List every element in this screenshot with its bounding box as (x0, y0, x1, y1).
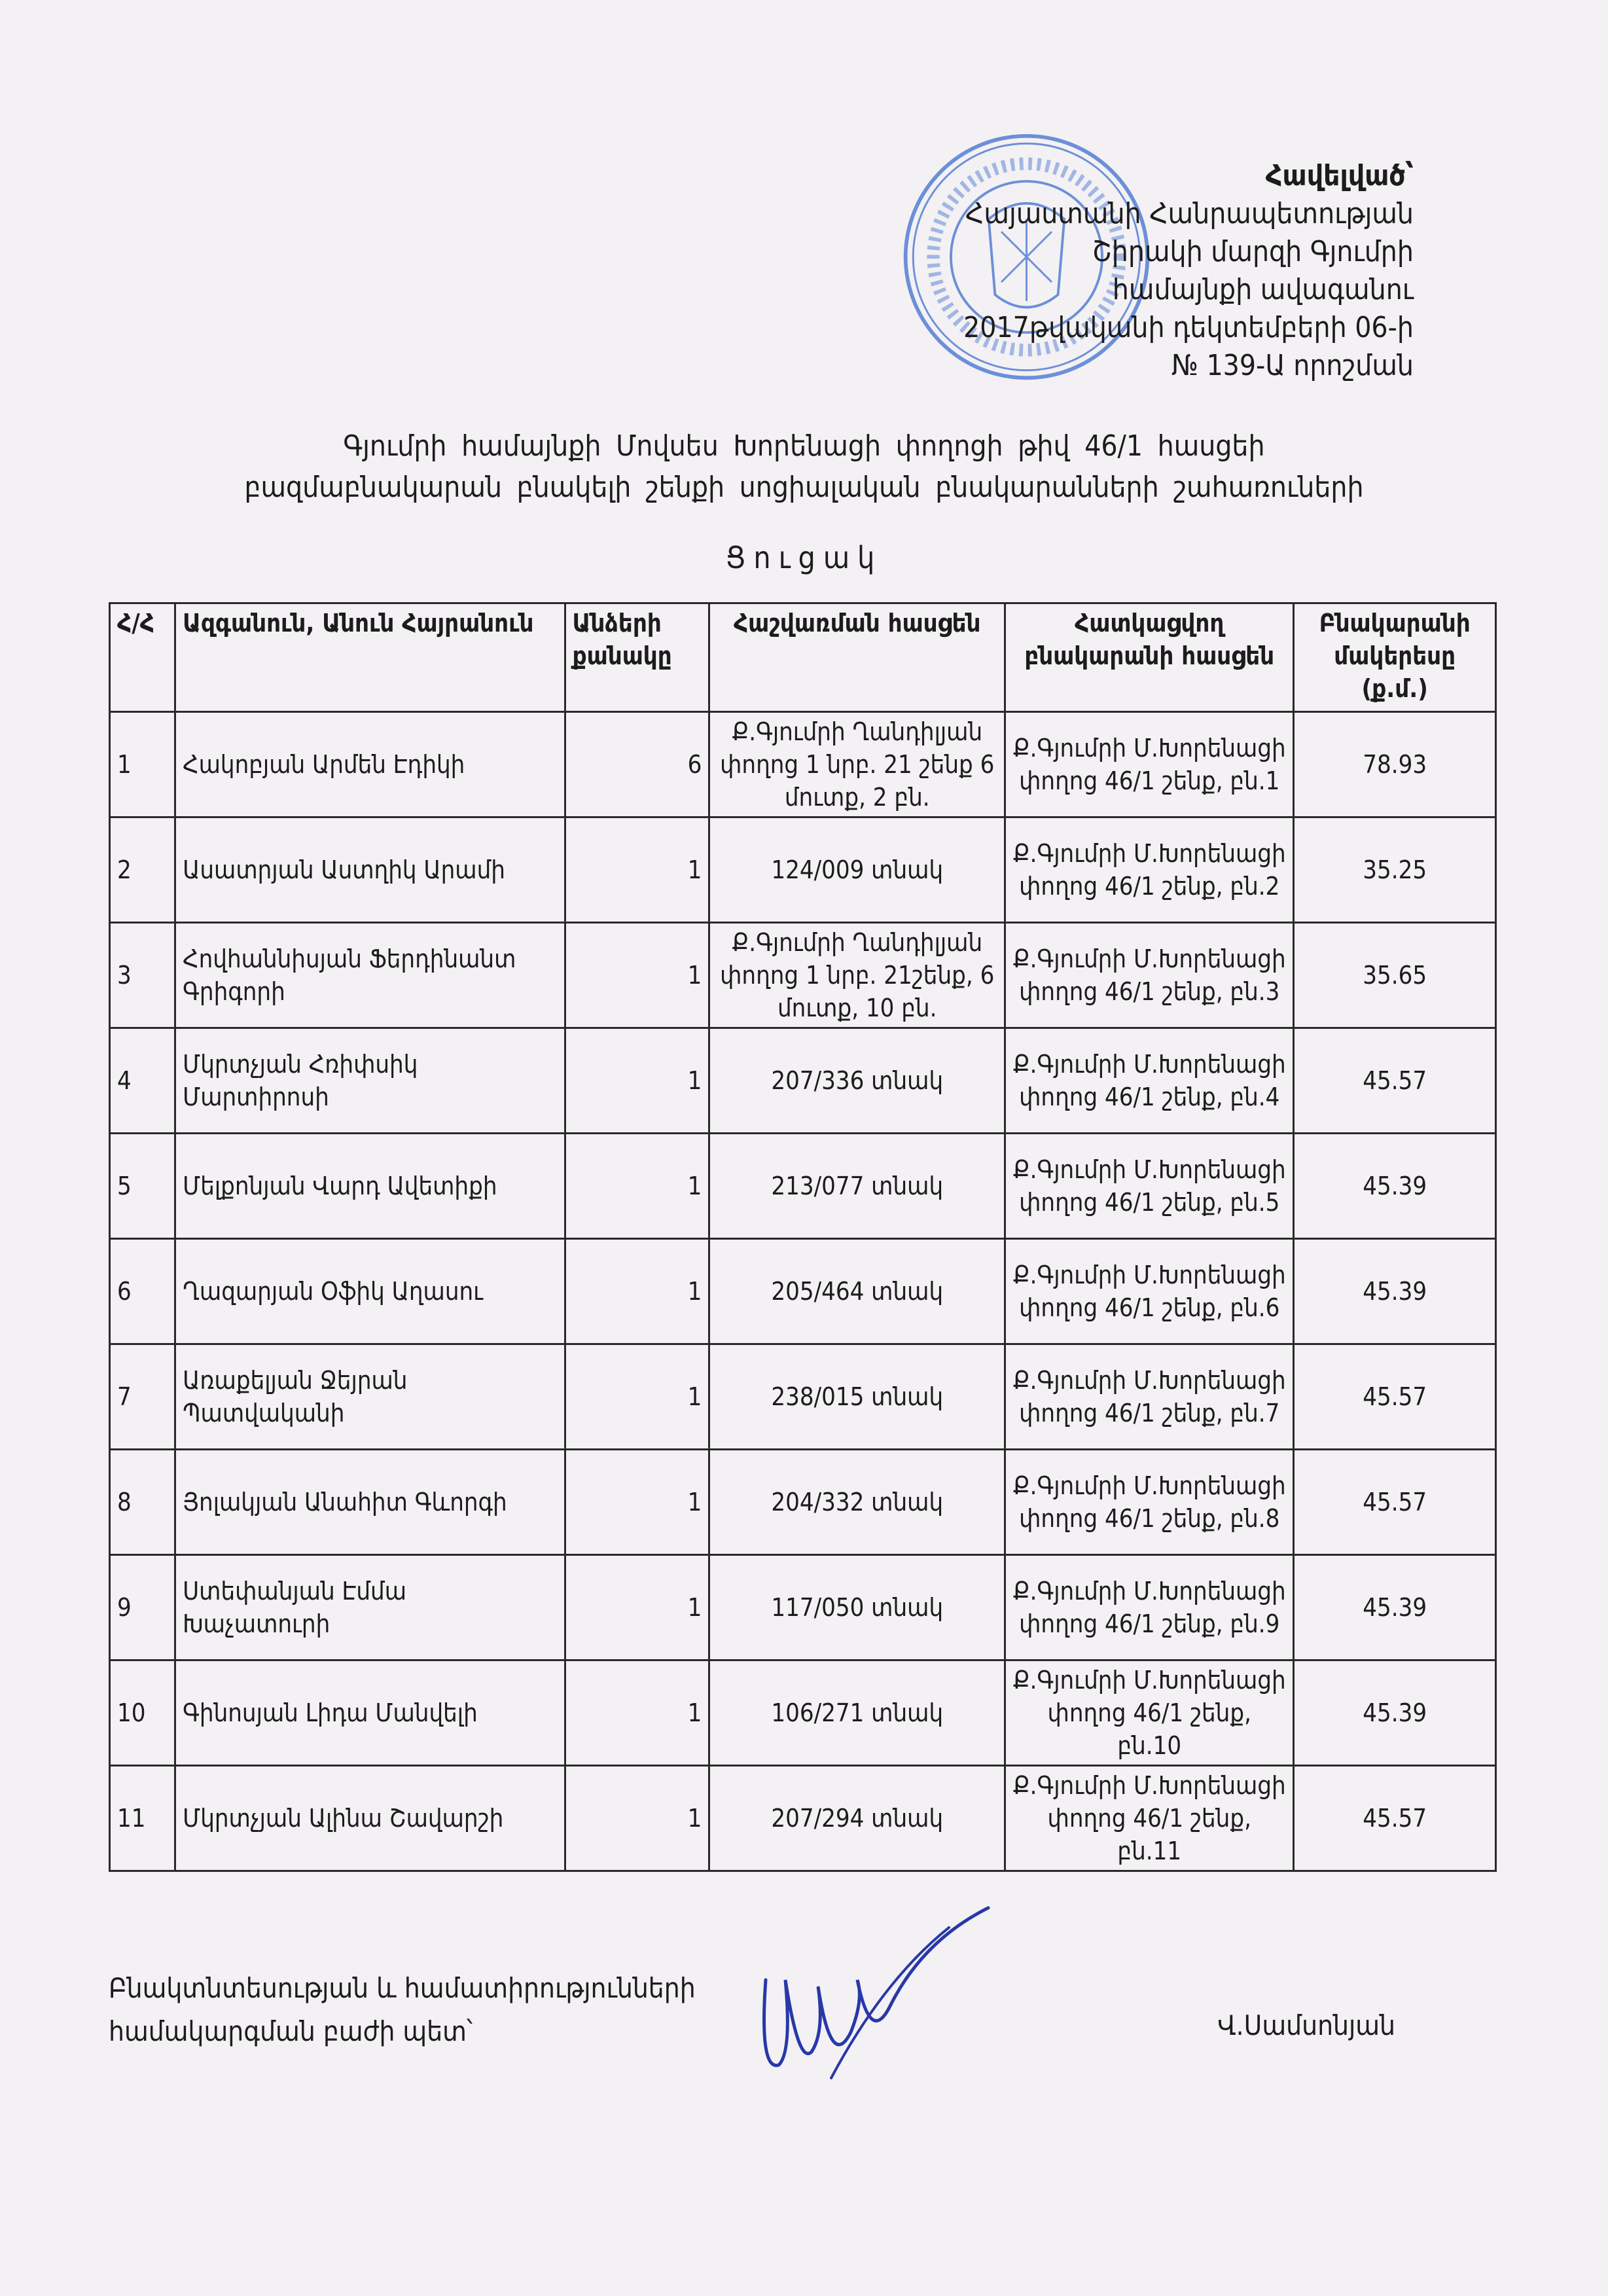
title-line: Գյումրի համայնքի Մովսես Խորենացի փողոցի թիվ 46/1 հասցեի (343, 429, 1265, 463)
table-row (110, 1766, 1496, 1871)
beneficiary-name: Մելքոնյան Վարդ Ավետիքի (175, 1134, 565, 1239)
apartment-area: 45.57 (1294, 1028, 1496, 1134)
person-count: 1 (565, 923, 709, 1028)
apartment-area: 45.39 (1294, 1660, 1496, 1766)
header-number: Հ/Հ (110, 603, 175, 712)
apartment-area: 35.25 (1294, 817, 1496, 923)
approval-line: № 139-Ա որոշման (1171, 349, 1414, 382)
apartment-area: 45.39 (1294, 1555, 1496, 1660)
table-row (110, 1239, 1496, 1344)
position-line: Բնակտնտեսության և համատիրությունների (109, 1972, 696, 2004)
person-count: 1 (565, 1660, 709, 1766)
header-name: Ազգանուն, Անուն Հայրանուն (175, 603, 565, 712)
signer-name: Վ.Սամսոնյան (1217, 2009, 1395, 2041)
apartment-area: 45.39 (1294, 1134, 1496, 1239)
assigned-address: Ք.Գյումրի Մ.Խորենացի փողոց 46/1 շենք, բն.7 (1005, 1344, 1294, 1450)
position-line: համակարգման բաժի պետ՝ (109, 2015, 473, 2047)
approval-line: Հայաստանի Հանրապետության (965, 197, 1414, 230)
row-number: 9 (110, 1555, 175, 1660)
registration-address: 124/009 տնակ (709, 817, 1005, 923)
approval-line: 2017թվականի դեկտեմբերի 06-ի (963, 311, 1414, 344)
beneficiary-name: Հակոբյան Արմեն Էդիկի (175, 712, 565, 817)
row-number: 6 (110, 1239, 175, 1344)
approval-line: Շիրակի մարզի Գյումրի (1092, 235, 1414, 268)
table-row (110, 1028, 1496, 1134)
footer-position (109, 1967, 696, 2053)
assigned-address: Ք.Գյումրի Մ.Խորենացի փողոց 46/1 շենք, բն.5 (1005, 1134, 1294, 1239)
row-number: 1 (110, 712, 175, 817)
apartment-area: 45.57 (1294, 1766, 1496, 1871)
beneficiaries-table (109, 602, 1497, 1872)
list-heading: Ցուցակ (725, 540, 883, 575)
table-row (110, 1555, 1496, 1660)
registration-address: 106/271 տնակ (709, 1660, 1005, 1766)
apartment-area: 45.57 (1294, 1450, 1496, 1555)
beneficiary-name: Ղազարյան Օֆիկ Աղասու (175, 1239, 565, 1344)
person-count: 1 (565, 1239, 709, 1344)
table-row (110, 712, 1496, 817)
header-count: Անձերի քանակը (565, 603, 709, 712)
beneficiary-name: Առաքելյան Ջեյրան Պատվականի (175, 1344, 565, 1450)
beneficiary-name: Մկրտչյան Հռիփսիկ Մարտիրոսի (175, 1028, 565, 1134)
registration-address: 207/294 տնակ (709, 1766, 1005, 1871)
row-number: 3 (110, 923, 175, 1028)
table-row (110, 1660, 1496, 1766)
assigned-address: Ք.Գյումրի Մ.Խորենացի փողոց 46/1 շենք, բն.3 (1005, 923, 1294, 1028)
apartment-area: 45.39 (1294, 1239, 1496, 1344)
registration-address: Ք.Գյումրի Ղանդիլյան փողոց 1 նրբ. 21շենք, 6 մուտք, 10 բն. (709, 923, 1005, 1028)
row-number: 11 (110, 1766, 175, 1871)
registration-address: 238/015 տնակ (709, 1344, 1005, 1450)
signature (753, 1901, 1001, 2085)
table-row (110, 1344, 1496, 1450)
beneficiary-name: Մկրտչյան Ալինա Շավարշի (175, 1766, 565, 1871)
beneficiary-name: Հովհաննիսյան Ֆերդինանտ Գրիգորի (175, 923, 565, 1028)
assigned-address: Ք.Գյումրի Մ.Խորենացի փողոց 46/1 շենք, բն.9 (1005, 1555, 1294, 1660)
person-count: 1 (565, 1028, 709, 1134)
approval-heading: Հավելված՝ (1265, 159, 1414, 192)
row-number: 8 (110, 1450, 175, 1555)
table-row (110, 1134, 1496, 1239)
approval-block (963, 157, 1414, 385)
person-count: 1 (565, 817, 709, 923)
beneficiary-name: Գինոսյան Լիդա Մանվելի (175, 1660, 565, 1766)
registration-address: 117/050 տնակ (709, 1555, 1005, 1660)
apartment-area: 45.57 (1294, 1344, 1496, 1450)
person-count: 1 (565, 1344, 709, 1450)
apartment-area: 78.93 (1294, 712, 1496, 817)
assigned-address: Ք.Գյումրի Մ.Խորենացի փողոց 46/1 շենք, բն.10 (1005, 1660, 1294, 1766)
row-number: 4 (110, 1028, 175, 1134)
registration-address: 213/077 տնակ (709, 1134, 1005, 1239)
table-row (110, 923, 1496, 1028)
registration-address: Ք.Գյումրի Ղանդիլյան փողոց 1 նրբ. 21 շենք 6 մուտք, 2 բն. (709, 712, 1005, 817)
beneficiary-name: Ասատրյան Աստղիկ Արամի (175, 817, 565, 923)
registration-address: 205/464 տնակ (709, 1239, 1005, 1344)
table-row (110, 1450, 1496, 1555)
apartment-area: 35.65 (1294, 923, 1496, 1028)
row-number: 5 (110, 1134, 175, 1239)
person-count: 6 (565, 712, 709, 817)
assigned-address: Ք.Գյումրի Մ.Խորենացի փողոց 46/1 շենք, բն.11 (1005, 1766, 1294, 1871)
document-title (0, 425, 1608, 508)
beneficiary-name: Ստեփանյան Էմմա Խաչատուրի (175, 1555, 565, 1660)
header-assigned-address: Հատկացվող բնակարանի հասցեն (1005, 603, 1294, 712)
assigned-address: Ք.Գյումրի Մ.Խորենացի փողոց 46/1 շենք, բն.6 (1005, 1239, 1294, 1344)
person-count: 1 (565, 1555, 709, 1660)
person-count: 1 (565, 1766, 709, 1871)
table-row (110, 817, 1496, 923)
registration-address: 204/332 տնակ (709, 1450, 1005, 1555)
header-area: Բնակարանի մակերեսը (ք.մ.) (1294, 603, 1496, 712)
assigned-address: Ք.Գյումրի Մ.Խորենացի փողոց 46/1 շենք, բն.1 (1005, 712, 1294, 817)
assigned-address: Ք.Գյումրի Մ.Խորենացի փողոց 46/1 շենք, բն.4 (1005, 1028, 1294, 1134)
row-number: 7 (110, 1344, 175, 1450)
header-registration: Հաշվառման հասցեն (709, 603, 1005, 712)
assigned-address: Ք.Գյումրի Մ.Խորենացի փողոց 46/1 շենք, բն.8 (1005, 1450, 1294, 1555)
approval-line: համայնքի ավագանու (1112, 273, 1414, 306)
person-count: 1 (565, 1450, 709, 1555)
row-number: 2 (110, 817, 175, 923)
assigned-address: Ք.Գյումրի Մ.Խորենացի փողոց 46/1 շենք, բն.2 (1005, 817, 1294, 923)
registration-address: 207/336 տնակ (709, 1028, 1005, 1134)
row-number: 10 (110, 1660, 175, 1766)
beneficiary-name: Յոլակյան Անահիտ Գևորգի (175, 1450, 565, 1555)
person-count: 1 (565, 1134, 709, 1239)
table-header-row (110, 603, 1496, 712)
title-line: բազմաբնակարան բնակելի շենքի սոցիալական բնակարանների շահառուների (244, 471, 1364, 504)
